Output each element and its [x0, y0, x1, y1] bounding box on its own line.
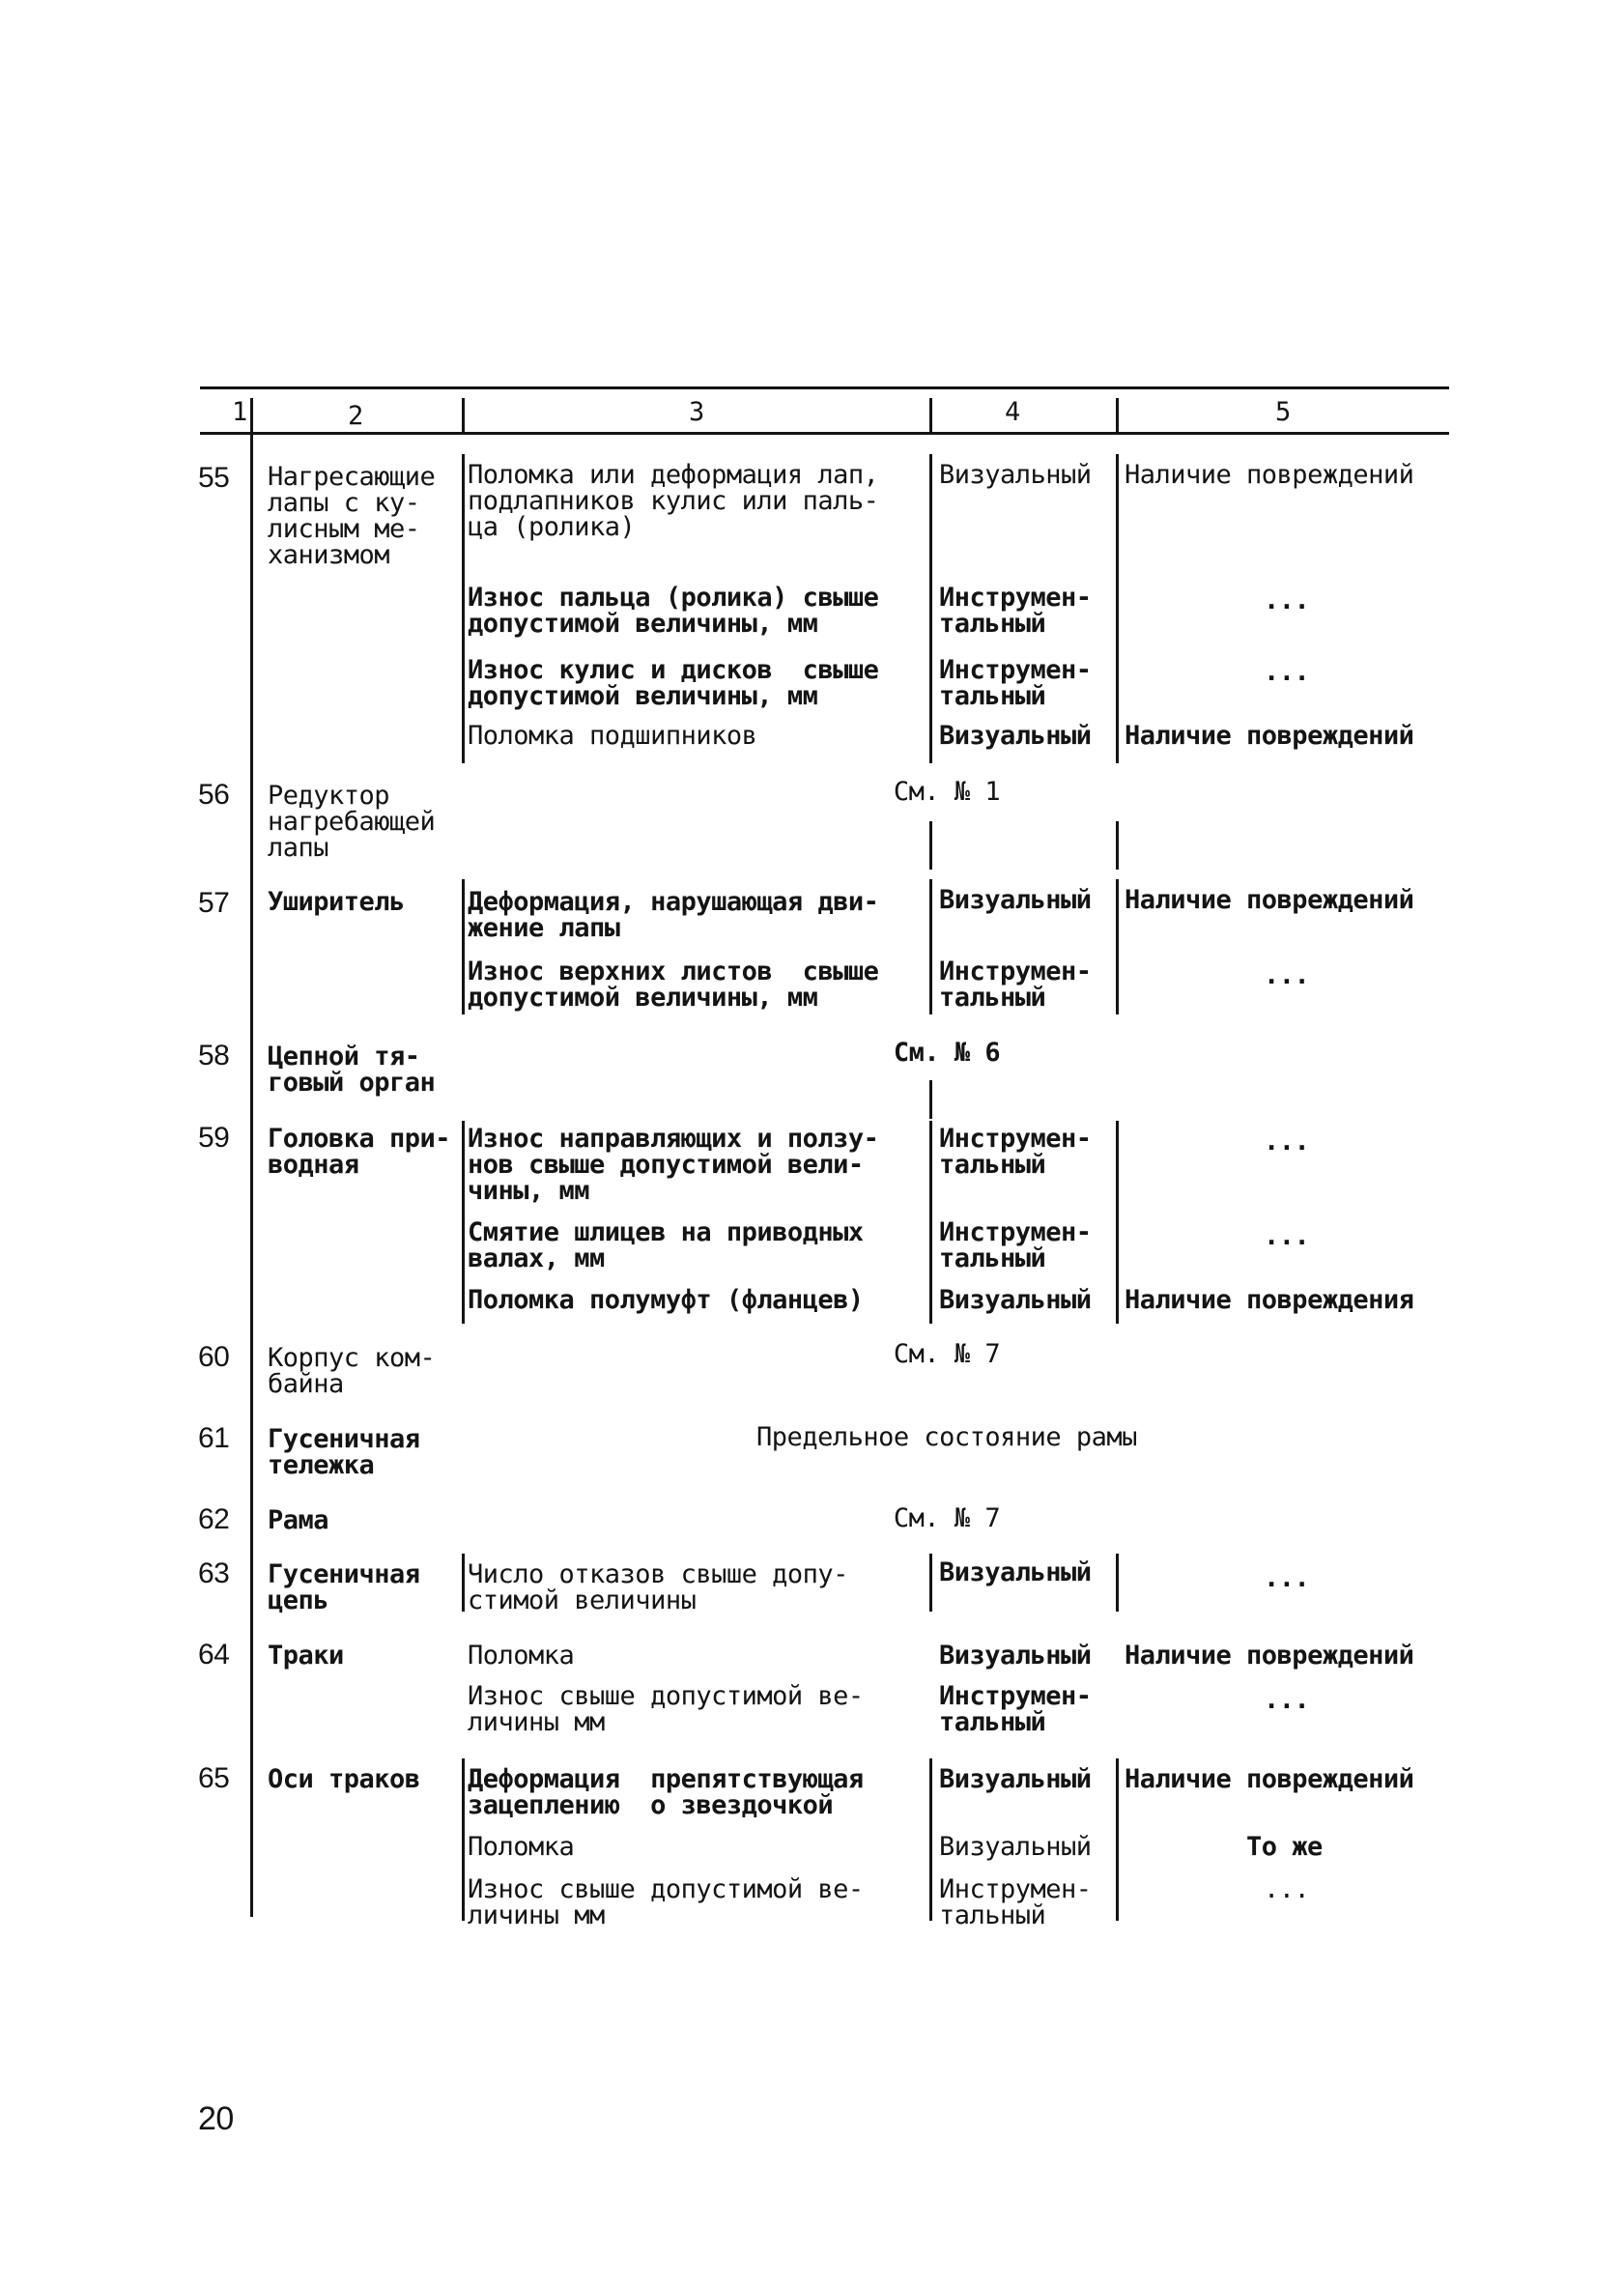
defect-text: Износ свыше допустимой ве- личины мм	[468, 1874, 864, 1930]
method-text: Визуальный	[939, 1764, 1092, 1794]
row-number: 61	[198, 1422, 230, 1454]
criterion-text: Наличие повреждений	[1125, 1764, 1414, 1794]
row-59-divider-2	[462, 1121, 465, 1324]
see-reference: См. № 7	[893, 1503, 1001, 1533]
method-text: Инструмен- тальный	[939, 957, 1092, 1013]
row-number: 64	[198, 1639, 230, 1671]
row-64-65-divider-3	[929, 1758, 932, 1921]
row-56-divider-4	[1116, 821, 1119, 870]
row-number: 65	[198, 1762, 230, 1794]
header-col-2: 2	[348, 401, 363, 431]
element-name: Траки	[268, 1641, 344, 1671]
defect-text: Число отказов свыше допу- стимой величины	[468, 1559, 848, 1615]
criterion-text: ...	[1264, 1563, 1310, 1593]
criterion-text: То же	[1246, 1832, 1323, 1862]
method-text: Визуальный	[939, 460, 1092, 490]
table-header-rule	[200, 432, 1449, 435]
row-63-divider-2	[462, 1554, 465, 1612]
row-number: 62	[198, 1503, 230, 1535]
defect-text: Поломка полумуфт (фланцев)	[468, 1285, 864, 1315]
method-text: Визуальный	[939, 885, 1092, 915]
criterion-text: Наличие повреждений	[1125, 1641, 1414, 1671]
see-reference: Предельное состояние рамы	[756, 1422, 1137, 1452]
method-text: Инструмен- тальный	[939, 655, 1092, 711]
defect-text: Износ направляющих и ползу- нов свыше допустимой вели- чины, мм	[468, 1124, 879, 1206]
criterion-text: ...	[1264, 1221, 1310, 1251]
row-59-divider-3	[929, 1121, 932, 1324]
defect-text: Износ свыше допустимой ве- личины мм	[468, 1681, 864, 1737]
method-text: Инструмен- тальный	[939, 1874, 1092, 1930]
see-reference: См. № 1	[893, 777, 1001, 807]
see-reference: См. № 7	[893, 1339, 1001, 1369]
defect-text: Износ верхних листов свыше допустимой величины, мм	[468, 957, 879, 1013]
defect-text: Деформация, нарушающая дви- жение лапы	[468, 887, 879, 943]
header-col-5: 5	[1275, 397, 1291, 427]
row-number: 59	[198, 1122, 230, 1154]
method-text: Визуальный	[939, 1832, 1092, 1862]
criterion-text: ...	[1264, 1874, 1310, 1904]
defect-text: Смятие шлицев на приводных валах, мм	[468, 1217, 864, 1273]
table-top-rule	[200, 386, 1449, 389]
row-59-divider-4	[1116, 1121, 1119, 1324]
method-text: Инструмен- тальный	[939, 1217, 1092, 1273]
header-col-3: 3	[689, 397, 704, 427]
defect-text: Износ кулис и дисков свыше допустимой величины, мм	[468, 655, 879, 711]
row-number: 60	[198, 1341, 230, 1373]
criterion-text: Наличие повреждений	[1125, 885, 1414, 915]
defect-text: Износ пальца (ролика) свыше допустимой величины, мм	[468, 583, 879, 639]
row-58-divider-3	[929, 1080, 932, 1119]
element-name: Редуктор нагребающей лапы	[268, 781, 436, 863]
method-text: Инструмен- тальный	[939, 1124, 1092, 1180]
table-divider-1	[250, 398, 253, 1917]
row-number: 63	[198, 1557, 230, 1589]
row-number: 56	[198, 779, 230, 811]
see-reference: См. № 6	[893, 1038, 1001, 1068]
method-text: Визуальный	[939, 1557, 1092, 1587]
defect-text: Деформация препятствующая зацеплению о звездочкой	[468, 1764, 864, 1820]
defect-text: Поломка или деформация лап, подлапников кулис или паль- ца (ролика)	[468, 460, 879, 542]
method-text: Инструмен- тальный	[939, 1681, 1092, 1737]
element-name: Уширитель	[268, 887, 405, 917]
method-text: Визуальный	[939, 1285, 1092, 1315]
element-name: Головка при- водная	[268, 1124, 451, 1180]
method-text: Визуальный	[939, 1641, 1092, 1671]
row-63-divider-4	[1116, 1554, 1119, 1612]
row-57-divider-2	[462, 879, 465, 1014]
table-divider-2	[462, 398, 465, 435]
element-name: Корпус ком- байна	[268, 1343, 436, 1399]
row-57-divider-4	[1116, 879, 1119, 1014]
criterion-text: ...	[1264, 1685, 1310, 1715]
defect-text: Поломка подшипников	[468, 721, 757, 751]
criterion-text: ...	[1264, 960, 1310, 990]
table-divider-3	[929, 398, 932, 435]
page-number: 20	[198, 2100, 234, 2137]
row-number: 55	[198, 462, 230, 494]
element-name: Цепной тя- говый орган	[268, 1042, 436, 1098]
element-name: Гусеничная цепь	[268, 1559, 420, 1615]
criterion-text: Наличие повреждений	[1125, 721, 1414, 751]
defect-text: Поломка	[468, 1641, 575, 1671]
header-col-4: 4	[1005, 397, 1020, 427]
defect-text: Поломка	[468, 1832, 575, 1862]
method-text: Инструмен- тальный	[939, 583, 1092, 639]
table-divider-4	[1116, 398, 1119, 435]
row-57-divider-3	[929, 879, 932, 1014]
row-64-65-divider-4	[1116, 1758, 1119, 1921]
element-name: Нагресающие лапы с ку- лисным ме- ханизмом	[268, 462, 436, 570]
criterion-text: Наличие повреждения	[1125, 1285, 1414, 1315]
row-64-65-divider-2	[462, 1758, 465, 1921]
header-col-1: 1	[232, 397, 247, 427]
row-number: 58	[198, 1040, 230, 1071]
row-55-divider-2	[462, 454, 465, 763]
row-55-divider-3	[929, 454, 932, 763]
row-56-divider-3	[929, 821, 932, 870]
element-name: Оси траков	[268, 1764, 420, 1794]
row-55-divider-4	[1116, 454, 1119, 763]
criterion-text: Наличие повреждений	[1125, 460, 1414, 490]
criterion-text: ...	[1264, 1127, 1310, 1157]
criterion-text: ...	[1264, 657, 1310, 687]
method-text: Визуальный	[939, 721, 1092, 751]
element-name: Гусеничная тележка	[268, 1424, 420, 1480]
element-name: Рама	[268, 1505, 329, 1535]
row-63-divider-3	[929, 1554, 932, 1612]
criterion-text: ...	[1264, 586, 1310, 615]
row-number: 57	[198, 887, 230, 919]
